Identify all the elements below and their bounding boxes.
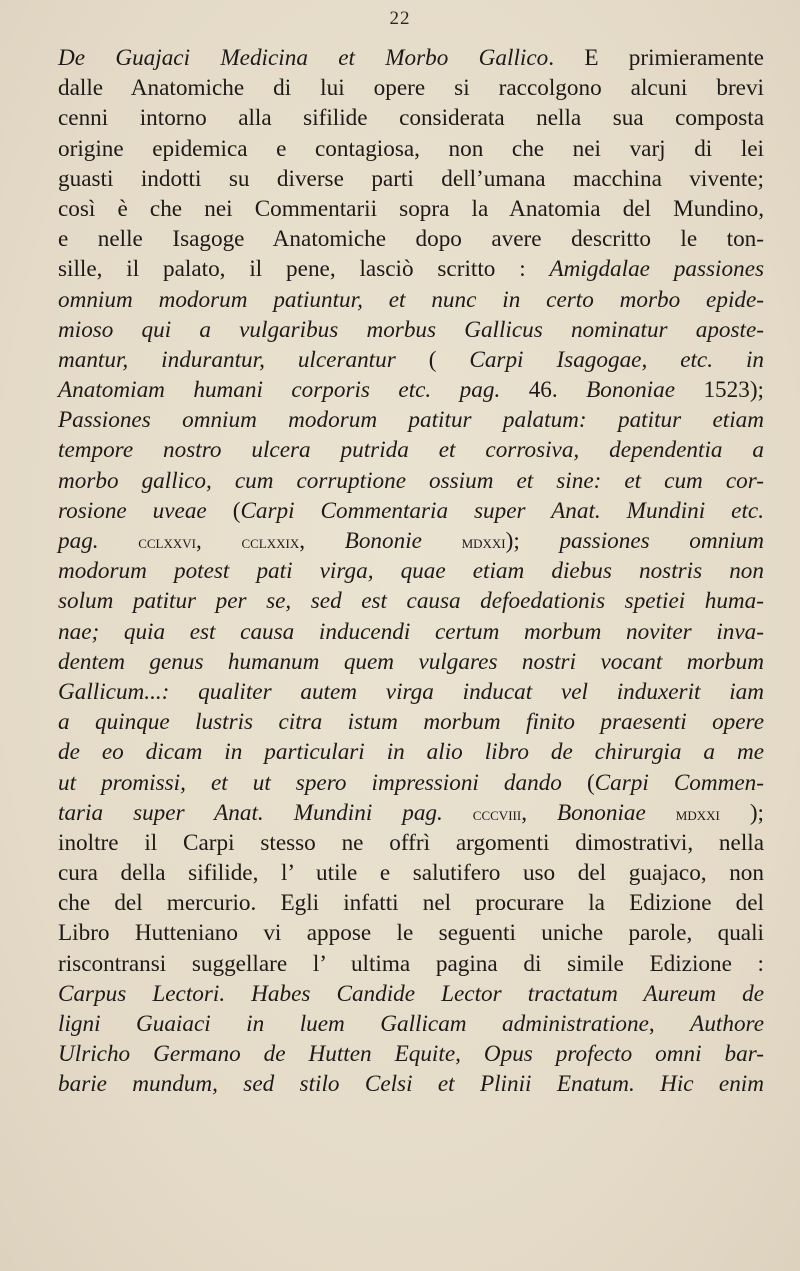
text-run: 46. xyxy=(500,377,587,404)
text-run: mantur, indurantur, ulcerantur xyxy=(58,346,429,373)
text-run: Amigdalae passiones xyxy=(549,256,765,283)
text-run: Carpi Isagogae, etc. in xyxy=(469,346,765,373)
text-run: dalle Anatomiche di lui opere si raccolgono alcuni brevi xyxy=(58,75,764,102)
text-line xyxy=(58,194,764,224)
text-run: Libro Hutteniano vi appose le seguenti uniche parole, quali xyxy=(58,920,764,947)
text-run: barie mundum, sed stilo Celsi et Plinii Enatum. Hic enim xyxy=(58,1071,764,1098)
text-line xyxy=(58,918,764,948)
text-line xyxy=(58,556,764,586)
text-line xyxy=(58,828,764,858)
text-line xyxy=(58,254,764,284)
text-line xyxy=(58,134,764,164)
text-run: Carpi Commentaria super Anat. Mundini etc. xyxy=(240,497,765,524)
text-run: inoltre il Carpi stesso ne offrì argomenti dimostrativi, nella xyxy=(58,829,764,856)
text-run: sille, il palato, il pene, lasciò scritto : xyxy=(58,256,550,283)
text-run: solum patitur per se, sed est causa defoedationis spetiei huma- xyxy=(58,588,764,615)
text-line xyxy=(58,707,764,737)
text-run: mdxxi xyxy=(461,532,506,553)
text-run: ); xyxy=(505,528,560,554)
text-run: Bononiae xyxy=(586,377,676,404)
text-run: riscontransi suggellare l’ ultima pagina di simile Edizione : xyxy=(58,950,764,977)
text-run: Gallicum...: qualiter autem virga inducat vel induxerit iam xyxy=(58,678,764,705)
text-line xyxy=(58,405,764,435)
text-line xyxy=(58,375,764,405)
text-line xyxy=(58,768,764,798)
text-run: 1523); xyxy=(675,377,765,404)
text-run: de eo dicam in particulari in alio libro de chirurgia a me xyxy=(58,739,764,766)
text-run: taria super Anat. Mundini pag. xyxy=(58,799,473,826)
text-run: cenni intorno alla sifilide considerata nella sua composta xyxy=(58,105,764,132)
text-line xyxy=(58,858,764,888)
text-run: Carpus Lectori. Habes Candide Lector tractatum Aureum de xyxy=(58,980,764,1007)
page-number: 22 xyxy=(389,8,411,29)
text-line xyxy=(58,798,764,828)
text-line xyxy=(58,285,764,315)
text-run: omnium modorum patiuntur, et nunc in certo morbo epide- xyxy=(58,286,764,313)
text-run: cura della sifilide, l’ utile e salutifero uso del guajaco, non xyxy=(58,860,764,887)
text-run: cclxxvi xyxy=(138,532,196,553)
text-line xyxy=(58,43,764,73)
text-line xyxy=(58,617,764,647)
text-line xyxy=(58,888,764,918)
text-run: guasti indotti su diverse parti dell’umana macchina vivente; xyxy=(58,165,764,192)
text-run: Authore xyxy=(690,1011,765,1037)
text-run: pag. xyxy=(58,528,139,554)
text-run: Ulricho Germano de Hutten Equite, Opus profecto omni bar- xyxy=(58,1041,764,1068)
text-line xyxy=(58,979,764,1009)
text-run: modorum potest pati virga, quae etiam diebus nostris non xyxy=(58,558,764,585)
text-run: mioso qui a vulgaribus morbus Gallicus nominatur aposte- xyxy=(58,316,764,343)
text-run: rosione uveae xyxy=(58,497,233,524)
text-run: ); xyxy=(719,799,764,826)
body-text xyxy=(58,43,764,1100)
text-run: Passiones omnium modorum patitur palatum: patitur etiam xyxy=(58,407,764,434)
text-run: ( xyxy=(586,769,595,796)
text-line xyxy=(58,949,764,979)
text-run: passiones omnium xyxy=(559,528,764,554)
text-run: nae; quia est causa inducendi certum morbum noviter inva- xyxy=(58,618,764,645)
text-run: che del mercurio. Egli infatti nel procurare la Edizione del xyxy=(58,890,764,917)
text-run: dentem genus humanum quem vulgares nostri vocant morbum xyxy=(58,648,764,675)
text-run: cccviii xyxy=(472,803,522,825)
text-run: ut promissi, et ut spero impressioni dando xyxy=(58,769,587,796)
text-run: morbo gallico, cum corruptione ossium et sine: et cum cor- xyxy=(58,467,764,494)
text-line xyxy=(58,586,764,616)
text-run: così è che nei Commentarii sopra la Anatomia del Mundino, xyxy=(58,195,764,222)
text-line xyxy=(58,737,764,767)
text-line xyxy=(58,496,764,526)
text-run: , xyxy=(196,528,242,554)
text-run: Anatomiam humani corporis etc. pag. xyxy=(58,377,501,404)
text-run: mdxxi xyxy=(675,803,720,825)
text-run: , xyxy=(299,528,345,554)
text-line xyxy=(58,164,764,194)
text-run: ( xyxy=(428,346,470,373)
text-line xyxy=(58,466,764,496)
text-line xyxy=(58,73,764,103)
text-run: cclxxix xyxy=(241,532,300,553)
text-run: ligni Guaiaci in luem Gallicam administratione xyxy=(58,1011,649,1037)
text-line xyxy=(58,103,764,133)
text-run: Carpi Commen- xyxy=(594,769,764,796)
text-line xyxy=(58,224,764,254)
text-run: a quinque lustris citra istum morbum finito praesenti opere xyxy=(58,709,764,736)
text-run: e nelle Isagoge Anatomiche dopo avere descritto le ton- xyxy=(58,226,764,253)
text-line xyxy=(58,345,764,375)
text-line xyxy=(58,526,764,556)
text-run: Bononiae xyxy=(556,799,676,826)
text-line xyxy=(58,1069,764,1099)
text-run: , xyxy=(648,1011,691,1037)
text-run: De Guajaci Medicina et Morbo Gallico xyxy=(58,45,549,71)
text-run: . E primieramente xyxy=(548,45,764,71)
text-line xyxy=(58,1009,764,1039)
text-run: origine epidemica e contagiosa, non che nei varj di lei xyxy=(58,135,764,162)
text-line xyxy=(58,435,764,465)
text-run: ( xyxy=(232,497,241,524)
text-run: Bononie xyxy=(344,528,462,554)
text-line xyxy=(58,315,764,345)
text-line xyxy=(58,1039,764,1069)
text-line xyxy=(58,677,764,707)
text-run: tempore nostro ulcera putrida et corrosiva, dependentia a xyxy=(58,437,764,464)
text-run: , xyxy=(521,799,557,826)
text-line xyxy=(58,647,764,677)
